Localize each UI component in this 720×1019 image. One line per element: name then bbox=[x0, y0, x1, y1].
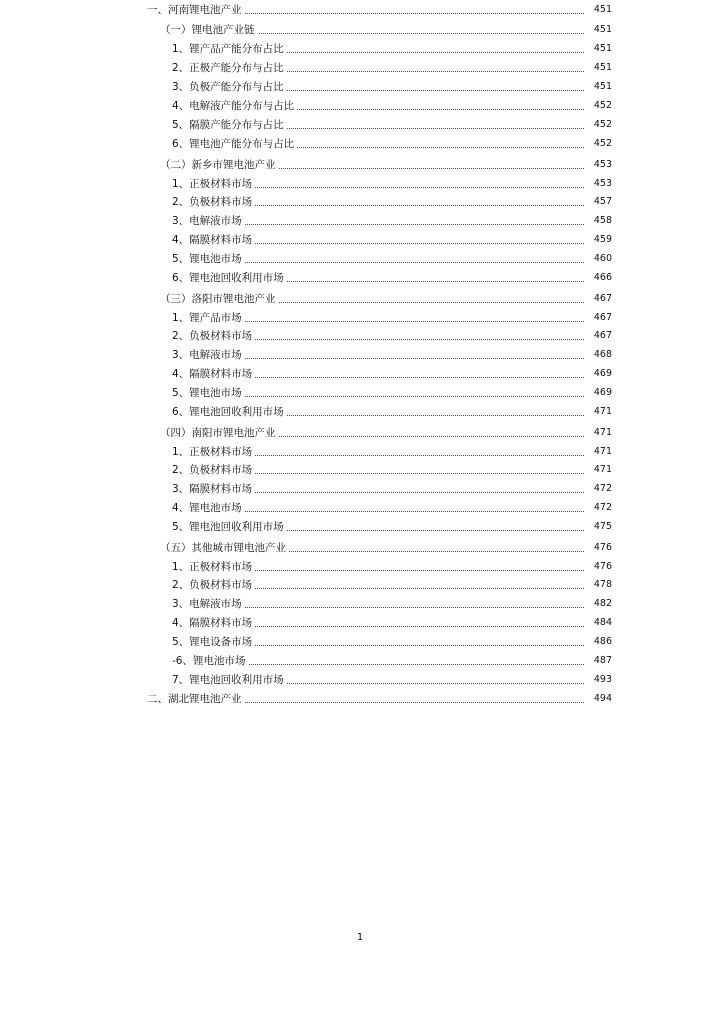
toc-entry[interactable] bbox=[0, 385, 720, 401]
toc-entry-page: 451 bbox=[593, 4, 612, 15]
toc-entry-page: 487 bbox=[593, 655, 612, 666]
toc-entry-page: 467 bbox=[593, 312, 612, 323]
toc-entry[interactable] bbox=[0, 270, 720, 286]
page-number: 1 bbox=[356, 932, 364, 943]
toc-entry[interactable] bbox=[0, 462, 720, 478]
toc-entry-page: 471 bbox=[593, 427, 612, 438]
toc-entry[interactable] bbox=[0, 672, 720, 688]
toc-entry-title: 1、正极材料市场 bbox=[172, 559, 255, 575]
toc-entry-title: 2、负极材料市场 bbox=[172, 194, 255, 210]
toc-entry[interactable] bbox=[0, 519, 720, 535]
toc-entry-page: 471 bbox=[593, 446, 612, 457]
toc-entry-page: 493 bbox=[593, 674, 612, 685]
toc-entry[interactable] bbox=[0, 194, 720, 210]
toc-entry-title: （三）洛阳市锂电池产业 bbox=[160, 291, 279, 307]
toc-entry-title: 一、河南锂电池产业 bbox=[147, 2, 245, 18]
toc-entry[interactable] bbox=[0, 559, 720, 575]
toc-entry[interactable] bbox=[0, 79, 720, 95]
toc-entry-title: 5、锂电池市场 bbox=[172, 385, 245, 401]
toc-entry[interactable] bbox=[0, 328, 720, 344]
toc-entry-title: 4、锂电池市场 bbox=[172, 500, 245, 516]
toc-entry-title: 3、电解液市场 bbox=[172, 347, 245, 363]
toc-entry-title: 1、锂产品产能分布占比 bbox=[172, 41, 287, 57]
toc-entry-page: 468 bbox=[593, 349, 612, 360]
toc-entry-title: 2、负极材料市场 bbox=[172, 462, 255, 478]
toc-entry-page: 452 bbox=[593, 100, 612, 111]
toc-entry[interactable] bbox=[0, 634, 720, 650]
toc-entry[interactable] bbox=[0, 366, 720, 382]
toc-entry-title: 1、正极材料市场 bbox=[172, 444, 255, 460]
toc-entry-title: 2、负极材料市场 bbox=[172, 328, 255, 344]
toc-entry[interactable] bbox=[0, 157, 720, 173]
toc-entry-page: 476 bbox=[593, 561, 612, 572]
toc-entry[interactable] bbox=[0, 615, 720, 631]
toc-entry-title: 5、锂电设备市场 bbox=[172, 634, 255, 650]
toc-entry-title: 6、锂电池回收利用市场 bbox=[172, 270, 287, 286]
toc-entry[interactable] bbox=[0, 577, 720, 593]
toc-entry-page: 475 bbox=[593, 521, 612, 532]
toc-entry-page: 458 bbox=[593, 215, 612, 226]
toc-entry[interactable] bbox=[0, 310, 720, 326]
toc-entry-title: 5、锂电池回收利用市场 bbox=[172, 519, 287, 535]
toc-entry-page: 471 bbox=[593, 464, 612, 475]
toc-entry-page: 471 bbox=[593, 406, 612, 417]
toc-entry[interactable] bbox=[0, 425, 720, 441]
toc-entry-page: 478 bbox=[593, 579, 612, 590]
toc-entry[interactable] bbox=[0, 117, 720, 133]
toc-entry-title: 2、负极材料市场 bbox=[172, 577, 255, 593]
toc-entry-title: 4、隔膜材料市场 bbox=[172, 232, 255, 248]
toc-entry[interactable] bbox=[0, 2, 720, 18]
toc-entry-page: 484 bbox=[593, 617, 612, 628]
toc-entry-page: 469 bbox=[593, 368, 612, 379]
toc-entry-title: 2、正极产能分布与占比 bbox=[172, 60, 287, 76]
toc-entry-title: 3、负极产能分布与占比 bbox=[172, 79, 287, 95]
toc-entry[interactable] bbox=[0, 596, 720, 612]
toc-entry-title: （五）其他城市锂电池产业 bbox=[160, 540, 289, 556]
toc-entry-page: 476 bbox=[593, 542, 612, 553]
toc-entry[interactable] bbox=[0, 176, 720, 192]
toc-entry-title: 7、锂电池回收利用市场 bbox=[172, 672, 287, 688]
toc-entry-page: 452 bbox=[593, 119, 612, 130]
toc-entry[interactable] bbox=[0, 251, 720, 267]
toc-entry[interactable] bbox=[0, 41, 720, 57]
toc-entry-page: 467 bbox=[593, 330, 612, 341]
toc-entry-title: 二、湖北锂电池产业 bbox=[147, 691, 245, 707]
toc-entry-title: （四）南阳市锂电池产业 bbox=[160, 425, 279, 441]
toc-entry-page: 466 bbox=[593, 272, 612, 283]
toc-entry[interactable] bbox=[0, 232, 720, 248]
toc-entry-title: （一）锂电池产业链 bbox=[160, 22, 258, 38]
toc-entry-title: 1、正极材料市场 bbox=[172, 176, 255, 192]
toc-entry-page: 467 bbox=[593, 293, 612, 304]
toc-entry-title: 5、隔膜产能分布与占比 bbox=[172, 117, 287, 133]
toc-entry[interactable] bbox=[0, 60, 720, 76]
toc-entry-title: 3、隔膜材料市场 bbox=[172, 481, 255, 497]
toc-entry-page: 486 bbox=[593, 636, 612, 647]
toc-entry-title: 6、锂电池回收利用市场 bbox=[172, 404, 287, 420]
toc-entry-title: 3、电解液市场 bbox=[172, 213, 245, 229]
toc-entry-page: 451 bbox=[593, 62, 612, 73]
toc-entry-page: 451 bbox=[593, 81, 612, 92]
toc-entry-title: 6、锂电池产能分布与占比 bbox=[172, 136, 297, 152]
toc-entry-page: 453 bbox=[593, 178, 612, 189]
toc-entry[interactable] bbox=[0, 291, 720, 307]
toc-entry[interactable] bbox=[0, 540, 720, 556]
toc-entry[interactable] bbox=[0, 481, 720, 497]
toc-entry-title: -6、锂电池市场 bbox=[172, 653, 248, 669]
toc-entry-title: 4、电解液产能分布与占比 bbox=[172, 98, 297, 114]
toc-entry[interactable] bbox=[0, 404, 720, 420]
toc-entry[interactable] bbox=[0, 136, 720, 152]
toc-entry-page: 452 bbox=[593, 138, 612, 149]
toc-entry-page: 482 bbox=[593, 598, 612, 609]
toc-entry-title: （二）新乡市锂电池产业 bbox=[160, 157, 279, 173]
toc-entry-page: 460 bbox=[593, 253, 612, 264]
toc-entry-page: 459 bbox=[593, 234, 612, 245]
toc-entry[interactable] bbox=[0, 347, 720, 363]
toc-entry[interactable] bbox=[0, 500, 720, 516]
toc-entry-title: 3、电解液市场 bbox=[172, 596, 245, 612]
toc-entry-page: 469 bbox=[593, 387, 612, 398]
toc-entry-page: 453 bbox=[593, 159, 612, 170]
toc-entry-title: 4、隔膜材料市场 bbox=[172, 366, 255, 382]
toc-entry[interactable] bbox=[0, 691, 720, 707]
toc-entry-title: 5、锂电池市场 bbox=[172, 251, 245, 267]
toc-entry-title: 4、隔膜材料市场 bbox=[172, 615, 255, 631]
toc-entry[interactable] bbox=[0, 444, 720, 460]
toc-entry[interactable] bbox=[0, 22, 720, 38]
toc-entry-title: 1、锂产品市场 bbox=[172, 310, 245, 326]
toc-entry[interactable] bbox=[0, 98, 720, 114]
toc-entry-page: 472 bbox=[593, 502, 612, 513]
toc-entry-page: 494 bbox=[593, 693, 612, 704]
toc-entry[interactable] bbox=[0, 653, 720, 669]
toc-entry-page: 451 bbox=[593, 43, 612, 54]
toc-entry[interactable] bbox=[0, 213, 720, 229]
toc-entry-page: 472 bbox=[593, 483, 612, 494]
toc-entry-page: 451 bbox=[593, 24, 612, 35]
toc-entry-page: 457 bbox=[593, 196, 612, 207]
